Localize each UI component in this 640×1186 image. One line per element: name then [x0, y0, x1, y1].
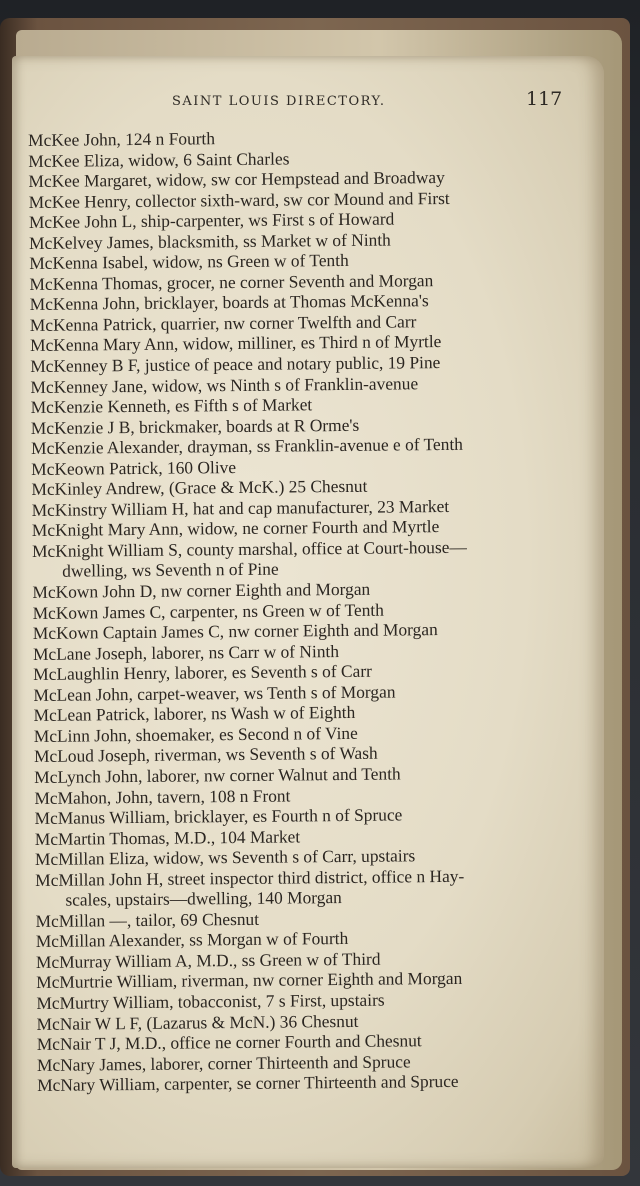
list-item: McKenzie Alexander, drayman, ss Franklin-avenue e of Tenth	[30, 434, 464, 459]
list-item: McMartin Thomas, M.D., 104 Market	[34, 826, 301, 849]
list-item: McMahon, John, tavern, 108 n Front	[34, 785, 291, 808]
list-item: McNair W L F, (Lazarus & McN.) 36 Chesnut	[36, 1010, 359, 1034]
list-item: McLynch John, laborer, nw corner Walnut and Tenth	[34, 763, 401, 787]
list-item-continuation: dwelling, ws Seventh n of Pine	[62, 559, 279, 582]
list-item: McKinstry William H, hat and cap manufacturer, 23 Market	[31, 495, 450, 520]
list-item: McKelvey James, blacksmith, ss Market w of Ninth	[28, 229, 391, 253]
list-item: McNair T J, M.D., office ne corner Fourth and Chesnut	[36, 1030, 422, 1055]
list-item: McKenna Thomas, grocer, ne corner Seventh and Morgan	[29, 269, 434, 294]
list-item: McLinn John, shoemaker, es Second n of Vine	[33, 722, 358, 746]
directory-entries	[28, 125, 593, 1096]
list-item: McKenney Jane, widow, ws Ninth s of Franklin-avenue	[30, 372, 419, 397]
page-number: 117	[526, 88, 563, 110]
list-item: McKee Henry, collector sixth-ward, sw cor Mound and First	[28, 187, 450, 212]
list-item: McKee Margaret, widow, sw cor Hempstead and Broadway	[28, 167, 445, 192]
list-item: McKinley Andrew, (Grace & McK.) 25 Chesnut	[31, 476, 368, 500]
list-item: McKenna Patrick, quarrier, nw corner Twelfth and Carr	[29, 311, 417, 335]
list-item: McLean Patrick, laborer, ns Wash w of Eighth	[33, 702, 356, 726]
list-item: McLaughlin Henry, laborer, es Seventh s of Carr	[33, 660, 372, 685]
list-item: McMurtrie William, riverman, nw corner Eighth and Morgan	[36, 968, 463, 993]
list-item-continuation: scales, upstairs—dwelling, 140 Morgan	[65, 887, 342, 910]
list-item: McKee John, 124 n Fourth	[28, 128, 216, 150]
list-item: McLane Joseph, laborer, ns Carr w of Ninth	[32, 640, 340, 664]
list-item: McKown James C, carpenter, ns Green w of Tenth	[32, 599, 384, 623]
list-item: McMurtry William, tobacconist, 7 s First, upstairs	[36, 989, 385, 1013]
list-item: McKeown Patrick, 160 Olive	[31, 456, 237, 479]
list-item: McMillan Alexander, ss Morgan w of Fourth	[35, 928, 349, 952]
directory-page	[12, 56, 604, 1168]
list-item: McKenna Mary Ann, widow, milliner, es Third n of Myrtle	[29, 331, 442, 356]
list-item: McKown John D, nw corner Eighth and Morgan	[32, 578, 371, 603]
list-item: McLean John, carpet-weaver, ws Tenth s of Morgan	[33, 681, 396, 705]
running-title: SAINT LOUIS DIRECTORY.	[172, 94, 386, 109]
list-item: McMurray William A, M.D., ss Green w of Third	[35, 948, 381, 972]
list-item: McKenna John, bricklayer, boards at Thomas McKenna's	[29, 290, 429, 315]
list-item: McKnight William S, county marshal, office at Court-house—	[31, 536, 467, 561]
list-item: McKenzie J B, brickmaker, boards at R Orme's	[30, 414, 360, 438]
list-item: McManus William, bricklayer, es Fourth n of Spruce	[34, 804, 403, 829]
list-item: McKenna Isabel, widow, ns Green w of Tenth	[29, 250, 349, 274]
list-item: McKown Captain James C, nw corner Eighth and Morgan	[32, 619, 438, 644]
list-item: McKenzie Kenneth, es Fifth s of Market	[30, 394, 313, 418]
list-item: McKenney B F, justice of peace and notary public, 19 Pine	[30, 352, 441, 377]
list-item: McLoud Joseph, riverman, ws Seventh s of Wash	[33, 743, 378, 767]
list-item: McMillan Eliza, widow, ws Seventh s of Carr, upstairs	[34, 845, 416, 870]
list-item: McNary William, carpenter, se corner Thirteenth and Spruce	[37, 1071, 459, 1096]
list-item: McMillan John H, street inspector third district, office n Hay-	[35, 865, 465, 890]
list-item: McNary James, laborer, corner Thirteenth and Spruce	[36, 1050, 411, 1075]
list-item: McKee John L, ship-carpenter, ws First s of Howard	[28, 208, 395, 233]
list-item: McKnight Mary Ann, widow, ne corner Fourth and Myrtle	[31, 516, 440, 541]
list-item: McKee Eliza, widow, 6 Saint Charles	[28, 148, 290, 171]
list-item: McMillan —, tailor, 69 Chesnut	[35, 908, 260, 931]
